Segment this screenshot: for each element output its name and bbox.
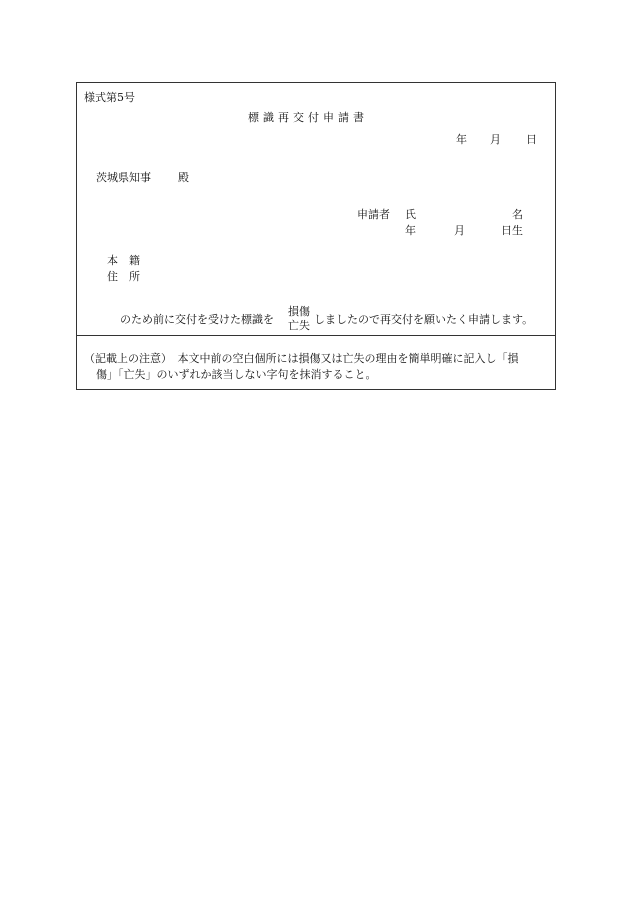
applicant-label: 申請者 [357,208,390,221]
form-title: 標識再交付申請書 [248,111,368,124]
date-month: 月 [490,133,501,146]
honorific: 殿 [178,171,189,184]
name-label-left: 氏 [405,208,416,221]
note-line-2: 傷」「亡失」のいずれか該当しない字句を抹消すること。 [96,368,377,381]
addressee: 茨城県知事 [96,171,151,184]
application-form [76,82,556,390]
note-line-1: （記載上の注意） 本文中前の空白個所には損傷又は亡失の理由を簡単明確に記入し「損 [84,352,519,365]
birth-month: 月 [454,224,465,237]
body-text-after: しましたので再交付を願いたく申請します。 [314,313,534,326]
address-label: 住 所 [107,270,140,283]
birth-year: 年 [405,224,416,237]
form-number: 様式第5号 [84,91,135,104]
body-text-before: のため前に交付を受けた標識を [120,313,274,326]
option-lost: 亡失 [288,319,310,332]
date-year: 年 [456,133,467,146]
damage-lost-options [286,305,312,333]
date-day: 日 [526,133,537,146]
name-label-right: 名 [512,208,523,221]
birth-day: 日生 [501,224,523,237]
notes-divider [76,335,556,336]
option-damaged: 損傷 [288,305,310,318]
honseki-label: 本 籍 [107,254,140,267]
